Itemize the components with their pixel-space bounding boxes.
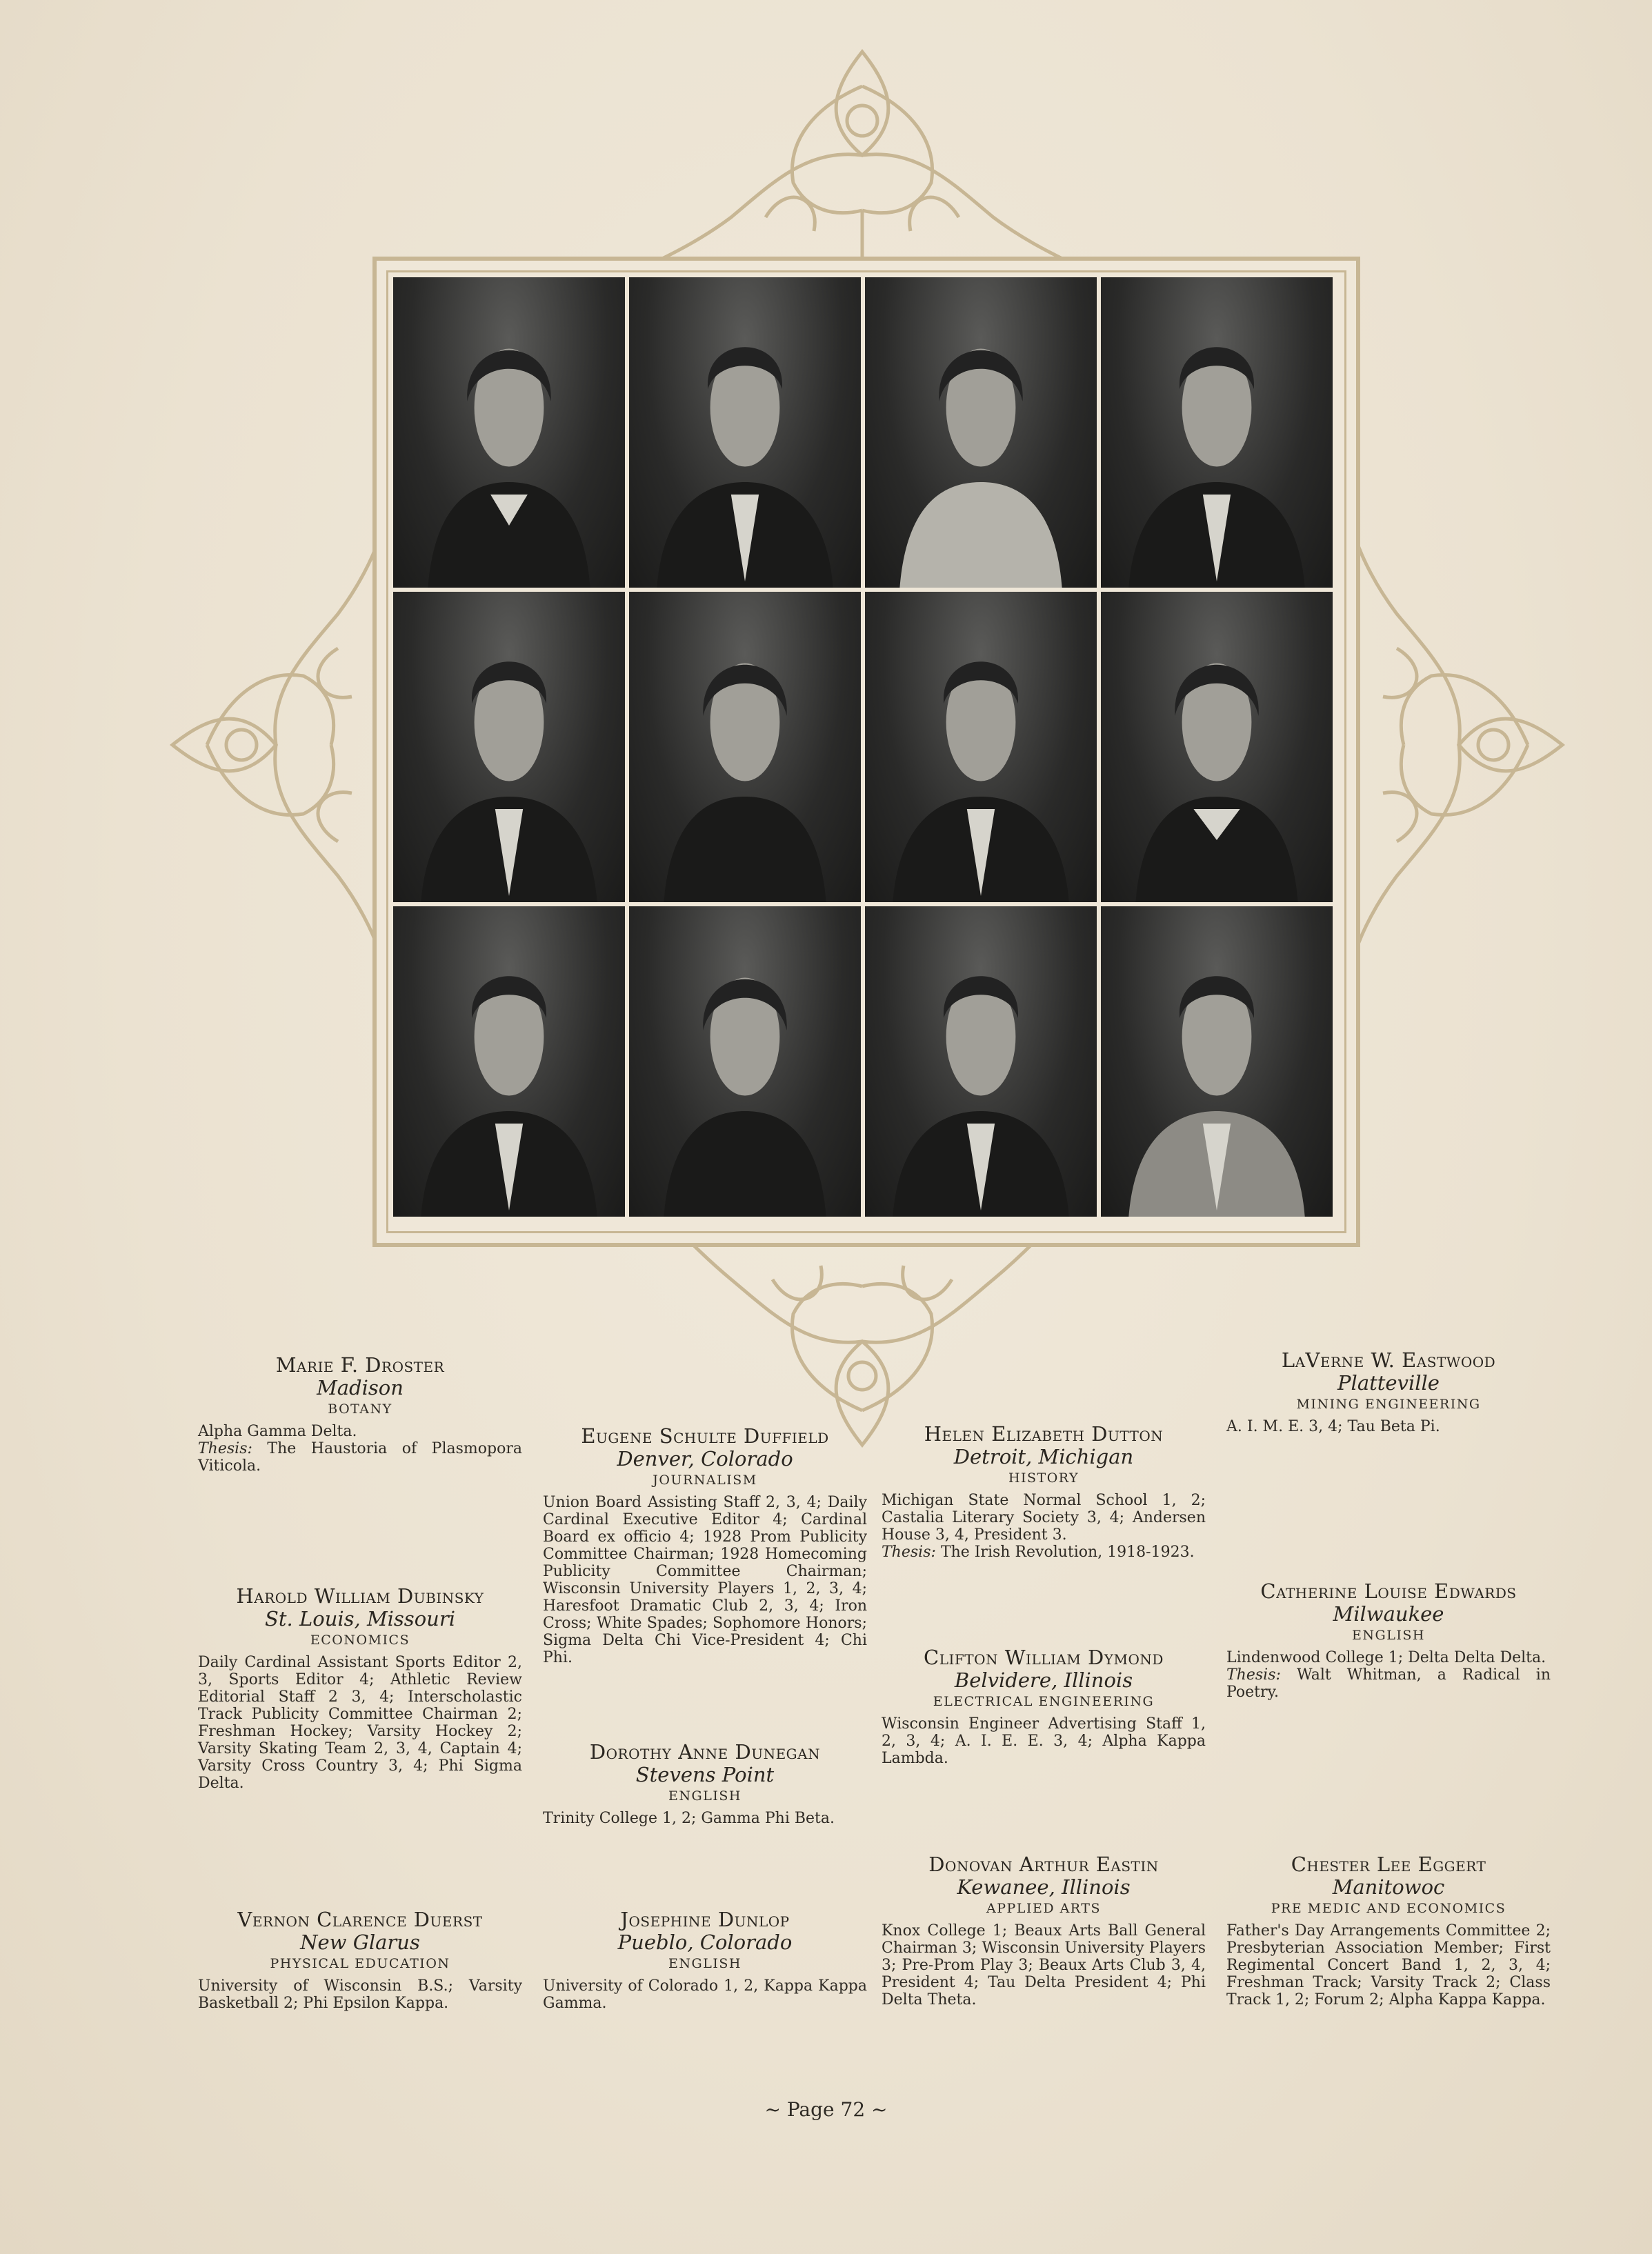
entry-name: Catherine Louise Edwards xyxy=(1260,1579,1517,1603)
entry-activities: Union Board Assisting Staff 2, 3, 4; Daily Cardinal Executive Editor 4; Cardinal Board ex officio 4; 1928 Prom Publicity Committee Chairman; 1928 Homecoming Publicity Committee Chairman; Wisconsin University Players 1, 2, 3, 4; Haresfoot Dramatic Club 2, 3, 4; Iron Cross; White Spades; Sophomore Honors; Sigma Delta Chi Vice-President 4; Chi Phi. xyxy=(543,1494,867,1666)
entry-thesis: Thesis: Walt Whitman, a Radical in Poetry. xyxy=(1226,1666,1551,1701)
entry-activities: Alpha Gamma Delta. xyxy=(198,1423,357,1440)
left-ornament xyxy=(166,531,386,959)
entry-droster xyxy=(198,1353,522,1475)
entry-place: Belvidere, Illinois xyxy=(954,1668,1133,1692)
entry-activities: Wisconsin Engineer Advertising Staff 1, 2, 3, 4; A. I. E. E. 3, 4; Alpha Kappa Lambda. xyxy=(882,1715,1206,1767)
entry-thesis: Thesis: The Haustoria of Plasmopora Viticola. xyxy=(198,1440,522,1475)
entry-dunlop xyxy=(543,1908,867,2012)
entry-department: PHYSICAL EDUCATION xyxy=(270,1956,450,1971)
entry-place: St. Louis, Missouri xyxy=(265,1607,455,1630)
entry-place: Milwaukee xyxy=(1333,1602,1444,1626)
entry-department: BOTANY xyxy=(328,1402,392,1417)
entry-place: Manitowoc xyxy=(1332,1875,1445,1899)
portrait-duerst xyxy=(393,906,625,1217)
entry-activities: University of Colorado 1, 2, Kappa Kappa Gamma. xyxy=(543,1977,867,2012)
entry-department: APPLIED ARTS xyxy=(986,1901,1101,1916)
entry-place: New Glarus xyxy=(300,1931,420,1954)
entry-activities: University of Wisconsin B.S.; Varsity Basketball 2; Phi Epsilon Kappa. xyxy=(198,1977,522,2012)
portrait-edwards xyxy=(1101,592,1333,902)
portrait-eastwood xyxy=(1101,277,1333,588)
entry-department: ENGLISH xyxy=(1352,1628,1425,1643)
portrait-eastin xyxy=(865,906,1097,1217)
entry-duffield xyxy=(543,1424,867,1666)
entry-department: JOURNALISM xyxy=(653,1473,757,1488)
entry-name: Vernon Clarence Duerst xyxy=(237,1908,483,1931)
entry-place: Pueblo, Colorado xyxy=(617,1931,793,1954)
entry-department: MINING ENGINEERING xyxy=(1296,1397,1481,1412)
entry-activities: Trinity College 1, 2; Gamma Phi Beta. xyxy=(543,1810,835,1827)
portrait-dymond xyxy=(865,592,1097,902)
portrait-dunegan xyxy=(629,592,861,902)
entry-name: Helen Elizabeth Dutton xyxy=(924,1422,1164,1446)
entry-department: ECONOMICS xyxy=(310,1633,410,1648)
portrait-duffield xyxy=(629,277,861,588)
entry-name: Chester Lee Eggert xyxy=(1291,1853,1486,1876)
entry-place: Kewanee, Illinois xyxy=(957,1875,1131,1899)
entry-activities: Knox College 1; Beaux Arts Ball General Chairman 3; Wisconsin University Players 3; Pre-Prom Play 3; Beaux Arts Club 3, 4, President 4; Tau Delta President 4; Phi Delta Theta. xyxy=(882,1922,1206,2008)
entry-name: Harold William Dubinsky xyxy=(236,1584,484,1608)
entry-eastin xyxy=(882,1853,1206,2008)
entry-department: ENGLISH xyxy=(668,1788,742,1804)
portrait-eggert xyxy=(1101,906,1333,1217)
entry-dymond xyxy=(882,1646,1206,1767)
entry-activities: Lindenwood College 1; Delta Delta Delta. xyxy=(1226,1649,1546,1666)
right-ornament xyxy=(1349,531,1569,959)
entry-name: LaVerne W. Eastwood xyxy=(1281,1348,1496,1372)
entry-activities: Michigan State Normal School 1, 2; Castalia Literary Society 3, 4; Andersen House 3, 4, President 3. xyxy=(882,1492,1206,1544)
entry-dunegan xyxy=(543,1740,867,1827)
entry-eggert xyxy=(1226,1853,1551,2008)
entry-name: Marie F. Droster xyxy=(275,1353,445,1377)
page-number: ~ Page 72 ~ xyxy=(764,2098,888,2121)
portrait-droster xyxy=(393,277,625,588)
entry-eastwood xyxy=(1226,1348,1551,1435)
entry-name: Josephine Dunlop xyxy=(620,1908,790,1931)
entry-dutton xyxy=(882,1422,1206,1561)
entry-place: Platteville xyxy=(1337,1371,1440,1395)
portrait-grid xyxy=(393,277,1333,1217)
entry-duerst xyxy=(198,1908,522,2012)
entry-activities: Daily Cardinal Assistant Sports Editor 2, 3, Sports Editor 4; Athletic Review Editorial Staff 2 3, 4; Interscholastic Track Publicity Committee Chairman 2; Freshman Hockey; Varsity Hockey 2; Varsity Skating Team 2, 3, 4, Captain 4; Varsity Cross Country 3, 4; Phi Sigma Delta. xyxy=(198,1654,522,1792)
entry-place: Detroit, Michigan xyxy=(953,1445,1134,1468)
entry-name: Clifton William Dymond xyxy=(924,1646,1164,1669)
entry-place: Denver, Colorado xyxy=(617,1447,793,1470)
portrait-dutton xyxy=(865,277,1097,588)
portrait-dunlop xyxy=(629,906,861,1217)
entry-department: ENGLISH xyxy=(668,1956,742,1971)
bottom-ornament xyxy=(683,1238,1042,1452)
entry-department: ELECTRICAL ENGINEERING xyxy=(933,1694,1155,1709)
top-ornament xyxy=(655,45,1069,266)
entry-activities: A. I. M. E. 3, 4; Tau Beta Pi. xyxy=(1226,1418,1440,1435)
entry-edwards xyxy=(1226,1579,1551,1701)
entry-thesis: Thesis: The Irish Revolution, 1918-1923. xyxy=(882,1544,1195,1561)
entry-department: PRE MEDIC AND ECONOMICS xyxy=(1271,1901,1506,1916)
entry-name: Donovan Arthur Eastin xyxy=(928,1853,1159,1876)
entry-department: HISTORY xyxy=(1008,1470,1079,1486)
entry-activities: Father's Day Arrangements Committee 2; Presbyterian Association Member; First Regimental Concert Band 1, 2, 3, 4; Freshman Track; Varsity Track 2; Class Track 1, 2; Forum 2; Alpha Kappa Kappa. xyxy=(1226,1922,1551,2008)
entry-place: Madison xyxy=(317,1376,404,1399)
portrait-dubinsky xyxy=(393,592,625,902)
entry-name: Eugene Schulte Duffield xyxy=(581,1424,829,1448)
entry-dubinsky xyxy=(198,1584,522,1792)
entry-name: Dorothy Anne Dunegan xyxy=(589,1740,821,1764)
entry-place: Stevens Point xyxy=(635,1763,775,1786)
